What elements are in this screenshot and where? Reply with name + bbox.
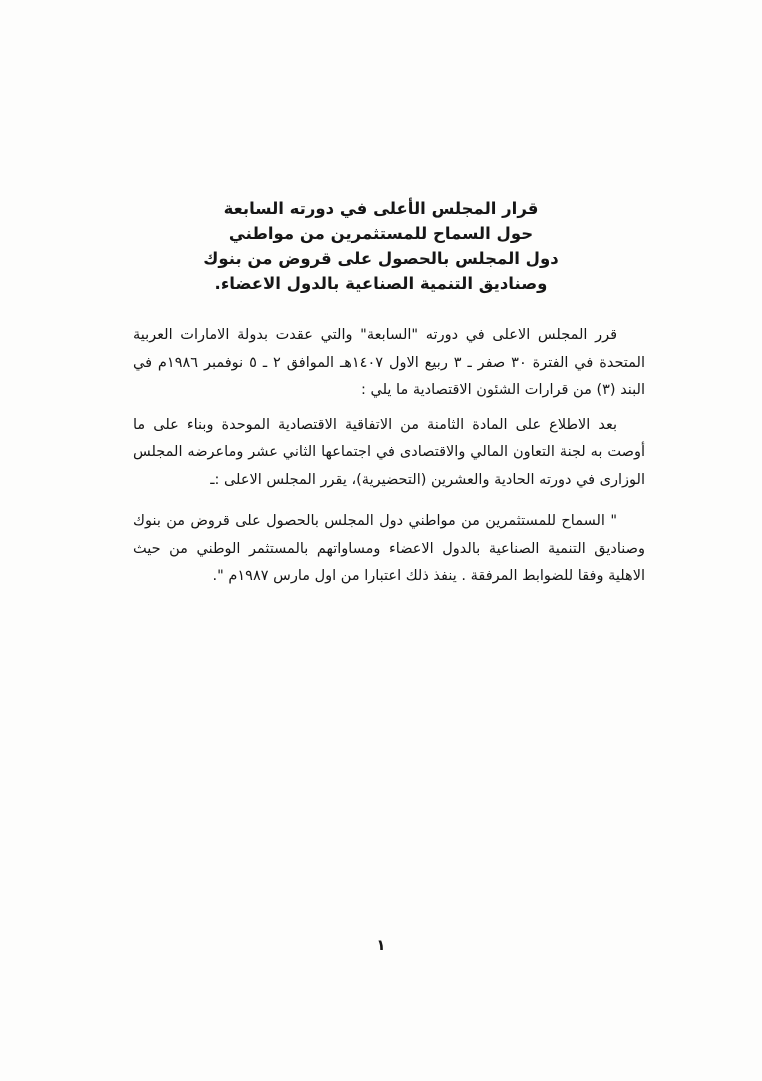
body-paragraph: قرر المجلس الاعلى في دورته "السابعة" والتي عقدت بدولة الامارات العربية المتحدة في الفترة ٣٠ صفر ـ ٣ ربيع الاول ١٤٠٧هـ الموافق ٢ ـ ٥ نوفمبر ١٩٨٦م في البند (٣) من قرارات الشئون الاقتصادية ما يلي :: [133, 327, 646, 398]
title-line: وصناديق التنمية الصناعية بالدول الاعضاء.: [214, 274, 548, 293]
page-number: ١: [376, 936, 386, 954]
body-paragraph: " السماح للمستثمرين من مواطني دول المجلس بالحصول على قروض من بنوك وصناديق التنمية الصناعية بالدول الاعضاء ومساواتهم بالمستثمر الوطني من حيث الاهلية وفقا للضوابط المرفقة . ينفذ ذلك اعتبارا من اول مارس ١٩٨٧م ".: [133, 513, 645, 584]
document-body: [133, 322, 645, 598]
document-title: [151, 196, 611, 296]
title-line: قرار المجلس الأعلى في دورته السابعة: [223, 199, 539, 218]
title-line: دول المجلس بالحصول على قروض من بنوك: [203, 249, 559, 268]
title-line: حول السماح للمستثمرين من مواطني: [228, 224, 534, 243]
body-paragraph: بعد الاطلاع على المادة الثامنة من الاتفاقية الاقتصادية الموحدة وبناء على ما أوصت به لجنة التعاون المالي والاقتصادى في اجتماعها الثاني عشر وماعرضه المجلس الوزارى في دورته الحادية والعشرين (التحضيرية)، يقرر المجلس الاعلى :ـ: [133, 416, 645, 488]
